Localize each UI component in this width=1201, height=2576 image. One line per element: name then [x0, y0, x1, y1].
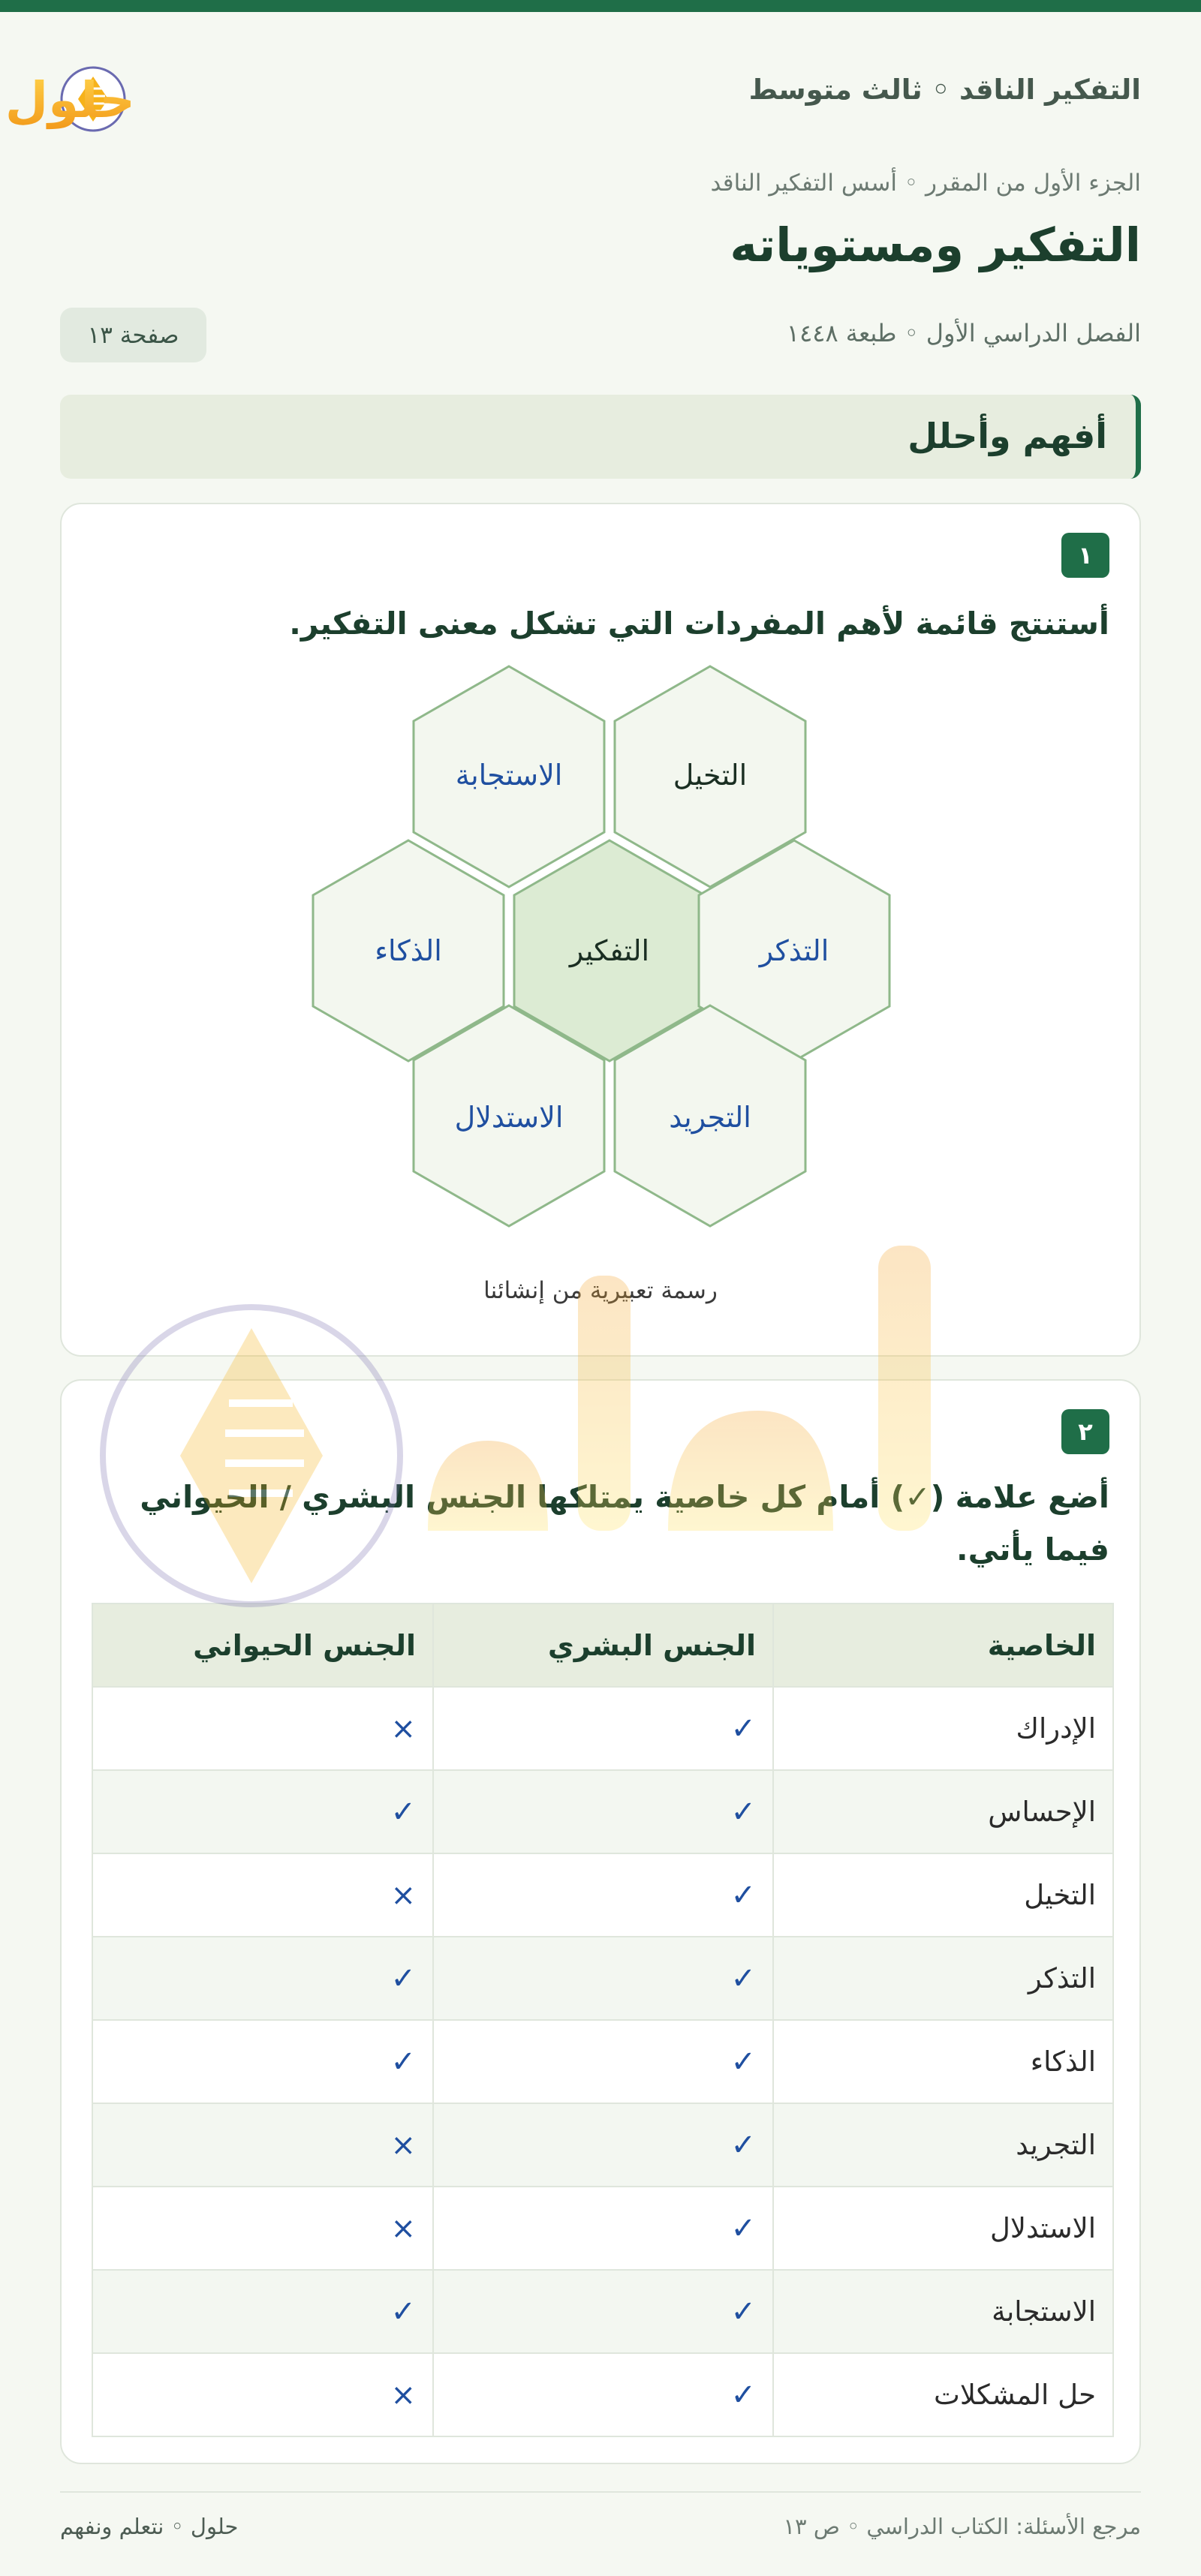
question-2-number: ٢ [1061, 1409, 1109, 1454]
hex-label-abstraction: التجريد [669, 1101, 751, 1134]
page-title: التفكير ومستوياته [730, 218, 1141, 272]
table-row [92, 1937, 1113, 2020]
table-row [92, 2020, 1113, 2103]
human-mark: ✓ [433, 1687, 773, 1770]
trait-name: الإحساس [773, 1770, 1113, 1853]
traits-table [92, 1603, 1114, 2437]
hex-label-reasoning: الاستدلال [454, 1101, 564, 1134]
hulool-logo[interactable] [5, 54, 285, 137]
animal-mark: ✓ [92, 1937, 433, 2020]
question-2-card [60, 1379, 1141, 2464]
human-mark: ✓ [433, 2270, 773, 2353]
table-row [92, 1853, 1113, 1937]
animal-mark: × [92, 2353, 433, 2436]
thinking-hex-diagram [309, 666, 895, 1229]
header-animal: الجنس الحيواني [92, 1604, 433, 1687]
animal-mark: ✓ [92, 2270, 433, 2353]
human-mark: ✓ [433, 2103, 773, 2187]
hex-label-thinking: التفكير [569, 934, 650, 967]
animal-mark: × [92, 2103, 433, 2187]
hex-label-remembering: التذكر [759, 934, 829, 967]
hex-label-response: الاستجابة [455, 759, 563, 792]
animal-mark: × [92, 1687, 433, 1770]
course-title: التفكير الناقد ◦ ثالث متوسط [748, 74, 1141, 106]
trait-name: الذكاء [773, 2020, 1113, 2103]
question-2-text: أضع علامة (✓) أمام كل خاصية يمتلكها الجنس البشري / الحيواني فيما يأتي. [140, 1479, 1109, 1568]
top-accent-bar [0, 0, 1201, 12]
logo-wordmark: حلول [5, 71, 135, 129]
human-mark: ✓ [433, 1937, 773, 2020]
table-row [92, 2353, 1113, 2436]
trait-name: التذكر [773, 1937, 1113, 2020]
footer-reference: مرجع الأسئلة: الكتاب الدراسي ◦ ص ١٣ [783, 2514, 1141, 2539]
animal-mark: × [92, 1853, 433, 1937]
hex-label-intelligence: الذكاء [375, 934, 442, 967]
human-mark: ✓ [433, 1853, 773, 1937]
edition-line: الفصل الدراسي الأول ◦ طبعة ١٤٤٨ [786, 319, 1141, 347]
human-mark: ✓ [433, 2020, 773, 2103]
human-mark: ✓ [433, 2187, 773, 2270]
unit-subtitle: الجزء الأول من المقرر ◦ أسس التفكير الناقد [710, 170, 1141, 197]
footer-divider [60, 2491, 1141, 2493]
trait-name: التخيل [773, 1853, 1113, 1937]
animal-mark: ✓ [92, 2020, 433, 2103]
trait-name: الاستدلال [773, 2187, 1113, 2270]
trait-name: الإدراك [773, 1687, 1113, 1770]
human-mark: ✓ [433, 2353, 773, 2436]
table-row [92, 1687, 1113, 1770]
animal-mark: ✓ [92, 1770, 433, 1853]
hex-top-left [414, 666, 604, 887]
section-title: أفهم وأحلل [908, 416, 1107, 456]
header-trait: الخاصية [773, 1604, 1113, 1687]
section-banner [60, 395, 1141, 479]
trait-name: التجريد [773, 2103, 1113, 2187]
question-1-number: ١ [1061, 533, 1109, 578]
page-number-badge: صفحة ١٣ [60, 308, 206, 362]
diagram-caption: رسمة تعبيرية من إنشائنا [483, 1277, 718, 1304]
question-1-card [60, 503, 1141, 1357]
header-human: الجنس البشري [433, 1604, 773, 1687]
question-1-text: أستنتج قائمة لأهم المفردات التي تشكل معنى التفكير. [289, 606, 1109, 642]
table-header-row [92, 1604, 1113, 1687]
trait-name: حل المشكلات [773, 2353, 1113, 2436]
hex-label-imagination: التخيل [673, 759, 748, 792]
human-mark: ✓ [433, 1770, 773, 1853]
trait-name: الاستجابة [773, 2270, 1113, 2353]
table-row [92, 2270, 1113, 2353]
page-header [5, 54, 1141, 137]
table-row [92, 1770, 1113, 1853]
table-row [92, 2103, 1113, 2187]
table-row [92, 2187, 1113, 2270]
footer-brand: حلول ◦ نتعلم ونفهم [60, 2514, 239, 2539]
animal-mark: × [92, 2187, 433, 2270]
